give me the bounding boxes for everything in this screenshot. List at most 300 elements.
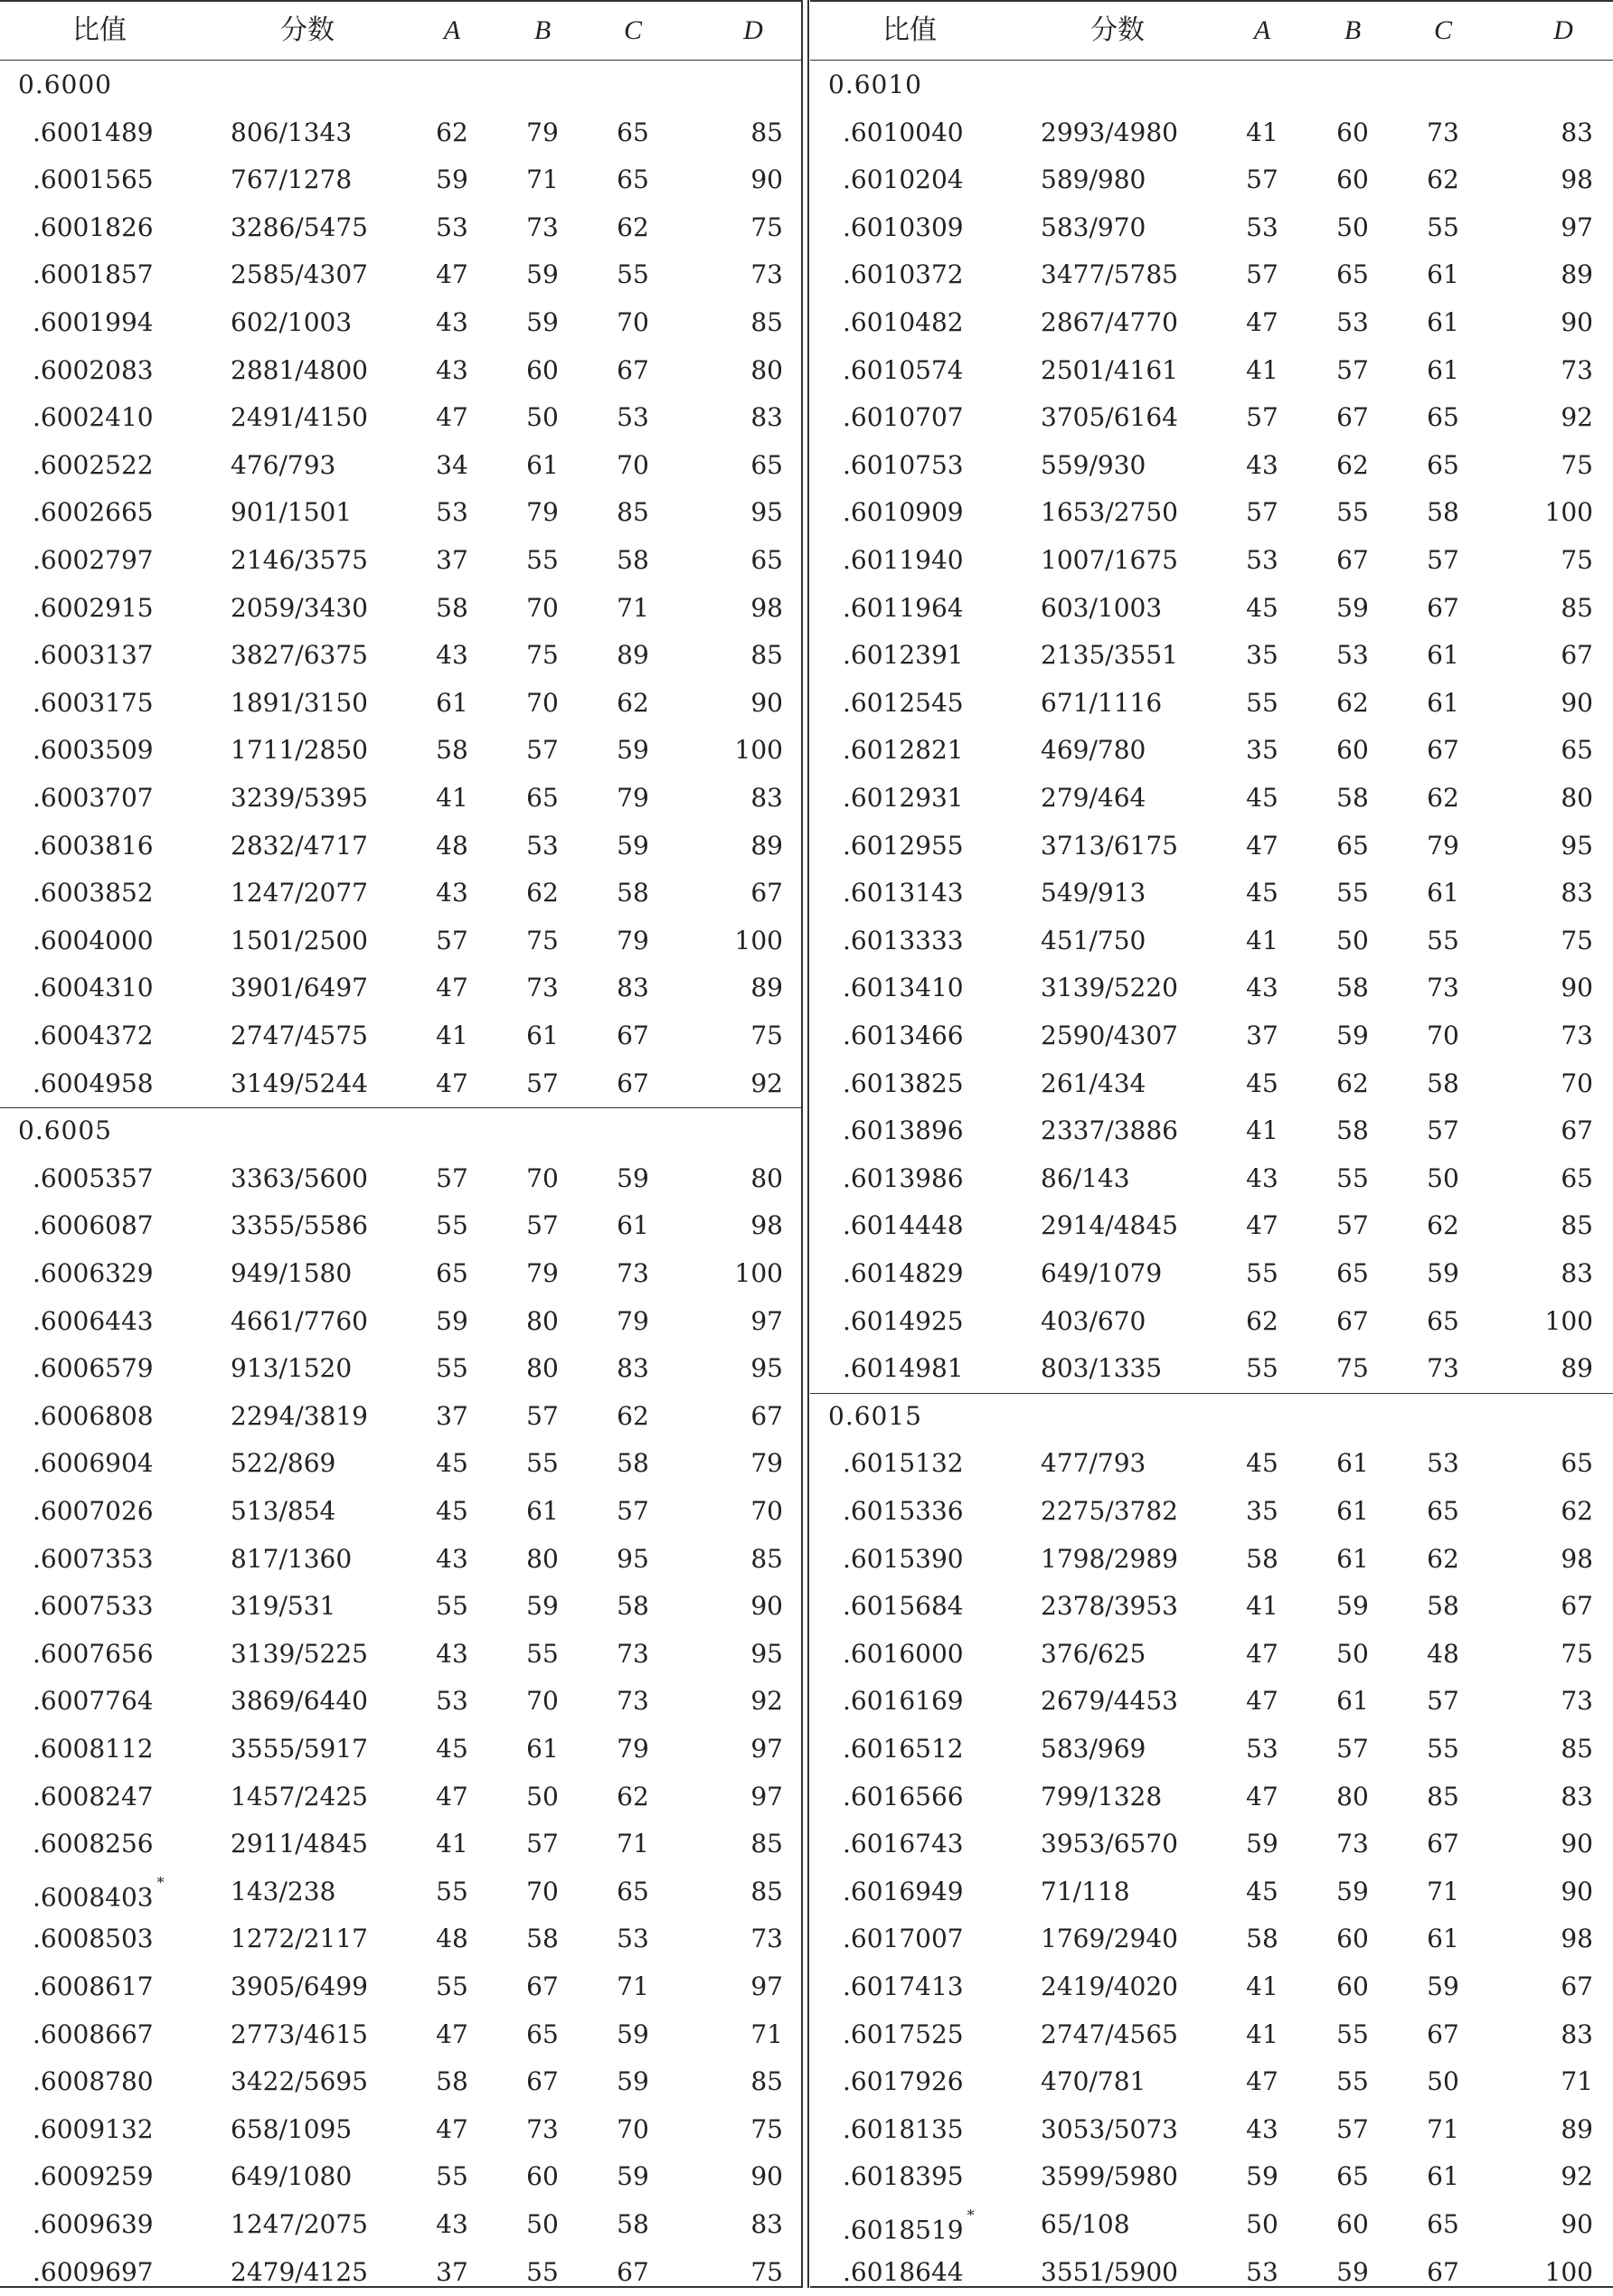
value-d-cell: 90 — [750, 165, 783, 195]
ratio-cell — [33, 251, 213, 299]
ratio-value: .6013333 — [843, 925, 964, 955]
value-d-cell: 67 — [1561, 1971, 1593, 2001]
fraction-cell: 767/1278 — [231, 165, 353, 195]
value-d-cell: 73 — [1561, 354, 1593, 385]
value-a-cell: 47 — [1246, 1781, 1278, 1811]
value-b-cell: 61 — [526, 1496, 559, 1526]
ratio-value: .6018135 — [843, 2113, 964, 2144]
value-b-cell: 70 — [526, 1686, 559, 1717]
value-a-cell: 37 — [436, 545, 468, 575]
value-c-cell: 48 — [1427, 1638, 1459, 1669]
value-c-cell: 67 — [1427, 2018, 1459, 2049]
value-a-cell: 55 — [436, 1353, 468, 1384]
value-c-cell: 95 — [617, 1543, 649, 1574]
value-d-cell: 83 — [750, 402, 783, 433]
fraction-cell: 2275/3782 — [1041, 1496, 1178, 1526]
table-row — [0, 537, 801, 585]
ratio-value: .6001857 — [33, 259, 154, 290]
ratio-value: .6001994 — [33, 307, 154, 337]
ratio-value: .6003509 — [33, 735, 154, 766]
ratio-value: .6003175 — [33, 687, 154, 718]
table-row — [810, 1107, 1613, 1155]
ratio-cell — [33, 680, 213, 728]
value-c-cell: 73 — [1427, 973, 1459, 1003]
value-c-cell: 73 — [1427, 1353, 1459, 1384]
group-label: 0.6010 — [828, 70, 922, 99]
value-b-cell: 79 — [526, 117, 559, 147]
value-a-cell: 53 — [436, 212, 468, 242]
ratio-cell — [33, 1488, 213, 1536]
value-b-cell: 58 — [1336, 1115, 1369, 1146]
value-a-cell: 41 — [1246, 354, 1278, 385]
ratio-value: .6006808 — [33, 1400, 154, 1431]
value-b-cell: 65 — [526, 2018, 559, 2049]
table-row — [0, 1060, 801, 1108]
value-d-cell: 62 — [1561, 1496, 1593, 1526]
table-row — [810, 727, 1613, 775]
value-c-cell: 70 — [617, 449, 649, 480]
ratio-value: .6007764 — [33, 1686, 154, 1717]
value-c-cell: 55 — [1427, 212, 1459, 242]
value-a-cell: 50 — [1246, 2209, 1278, 2239]
table-row — [810, 1250, 1613, 1298]
value-b-cell: 67 — [1336, 1305, 1369, 1336]
ratio-value: .6008780 — [33, 2066, 154, 2097]
value-d-cell: 75 — [750, 212, 783, 242]
value-a-cell: 45 — [1246, 1068, 1278, 1098]
value-c-cell: 61 — [1427, 1924, 1459, 1954]
value-b-cell: 70 — [526, 687, 559, 718]
column-divider — [807, 0, 809, 2288]
ratio-value: .6002915 — [33, 592, 154, 623]
value-b-cell: 53 — [526, 830, 559, 861]
value-c-cell: 59 — [617, 2066, 649, 2097]
value-d-cell: 75 — [1561, 1638, 1593, 1669]
ratio-cell — [843, 1155, 1023, 1203]
ratio-value: .6011964 — [843, 592, 964, 623]
value-c-cell: 53 — [617, 1924, 649, 1954]
value-b-cell: 55 — [1336, 497, 1369, 528]
ratio-value: .6009132 — [33, 2113, 154, 2144]
value-b-cell: 57 — [526, 735, 559, 766]
table-row — [0, 1393, 801, 1441]
value-b-cell: 75 — [526, 640, 559, 671]
ratio-value: .6015132 — [843, 1448, 964, 1479]
value-d-cell: 95 — [750, 1353, 783, 1384]
value-c-cell: 67 — [617, 1068, 649, 1098]
ratio-cell — [843, 394, 1023, 442]
ratio-cell — [33, 109, 213, 157]
value-d-cell: 85 — [750, 640, 783, 671]
value-a-cell: 47 — [1246, 1210, 1278, 1241]
value-b-cell: 73 — [526, 212, 559, 242]
value-b-cell: 73 — [1336, 1829, 1369, 1859]
value-b-cell: 55 — [1336, 878, 1369, 908]
value-c-cell: 57 — [1427, 545, 1459, 575]
ratio-cell — [843, 823, 1023, 870]
table-row — [0, 917, 801, 965]
ratio-cell — [843, 2153, 1023, 2201]
value-b-cell: 57 — [1336, 2113, 1369, 2144]
value-c-cell: 62 — [617, 1400, 649, 1431]
ratio-cell — [33, 1583, 213, 1631]
value-c-cell: 73 — [617, 1638, 649, 1669]
value-d-cell: 92 — [750, 1068, 783, 1098]
header-ratio: 比值 — [882, 14, 937, 46]
ratio-value: .6010574 — [843, 354, 964, 385]
fraction-cell: 1769/2940 — [1041, 1924, 1178, 1954]
value-c-cell: 58 — [617, 1591, 649, 1622]
fraction-cell: 649/1079 — [1041, 1258, 1163, 1288]
table-row — [810, 1440, 1613, 1488]
value-c-cell: 61 — [617, 1210, 649, 1241]
value-b-cell: 75 — [1336, 1353, 1369, 1384]
value-c-cell: 67 — [617, 354, 649, 385]
value-b-cell: 55 — [526, 1638, 559, 1669]
fraction-cell: 2773/4615 — [231, 2018, 368, 2049]
value-c-cell: 58 — [617, 545, 649, 575]
table-row — [0, 1915, 801, 1963]
ratio-cell — [33, 1963, 213, 2011]
value-a-cell: 41 — [1246, 117, 1278, 147]
value-b-cell: 61 — [1336, 1686, 1369, 1717]
value-b-cell: 58 — [526, 1924, 559, 1954]
value-c-cell: 67 — [1427, 592, 1459, 623]
ratio-value: .6004000 — [33, 925, 154, 955]
ratio-value: .6013143 — [843, 878, 964, 908]
value-a-cell: 53 — [1246, 212, 1278, 242]
fraction-cell: 2590/4307 — [1041, 1021, 1178, 1050]
table-row — [810, 823, 1613, 870]
value-c-cell: 65 — [1427, 402, 1459, 433]
fraction-cell: 671/1116 — [1041, 687, 1163, 718]
value-a-cell: 43 — [436, 354, 468, 385]
table-row — [810, 299, 1613, 347]
value-d-cell: 92 — [1561, 402, 1593, 433]
value-a-cell: 43 — [1246, 2113, 1278, 2144]
fraction-cell: 3713/6175 — [1041, 830, 1178, 861]
value-c-cell: 83 — [617, 973, 649, 1003]
ratio-cell — [843, 537, 1023, 585]
value-a-cell: 58 — [436, 592, 468, 623]
ratio-cell — [843, 965, 1023, 1012]
value-d-cell: 71 — [1561, 2066, 1593, 2097]
fraction-cell: 376/625 — [1041, 1638, 1146, 1669]
value-b-cell: 70 — [526, 1162, 559, 1193]
value-c-cell: 73 — [1427, 117, 1459, 147]
value-d-cell: 97 — [750, 1971, 783, 2001]
ratio-value: .6008247 — [33, 1781, 154, 1811]
ratio-value: .6003816 — [33, 830, 154, 861]
table-row — [0, 1583, 801, 1631]
value-c-cell: 89 — [617, 640, 649, 671]
fraction-cell: 469/780 — [1041, 735, 1146, 766]
ratio-cell — [843, 1060, 1023, 1108]
value-c-cell: 61 — [1427, 354, 1459, 385]
table-row — [0, 1631, 801, 1679]
value-c-cell: 65 — [617, 1876, 649, 1906]
value-c-cell: 59 — [617, 2161, 649, 2192]
value-b-cell: 59 — [1336, 1021, 1369, 1050]
value-d-cell: 83 — [1561, 2018, 1593, 2049]
fraction-cell: 1007/1675 — [1041, 545, 1178, 575]
ratio-cell — [843, 299, 1023, 347]
group-label: 0.6005 — [18, 1115, 112, 1146]
ratio-cell — [843, 1726, 1023, 1774]
ratio-value: .6010909 — [843, 497, 964, 528]
table-row — [0, 1678, 801, 1726]
value-b-cell: 70 — [526, 1876, 559, 1906]
ratio-cell — [33, 1440, 213, 1488]
table-row — [810, 680, 1613, 728]
value-d-cell: 95 — [750, 497, 783, 528]
value-b-cell: 60 — [1336, 117, 1369, 147]
ratio-cell — [33, 585, 213, 633]
value-d-cell: 89 — [1561, 1353, 1593, 1384]
fraction-cell: 1247/2077 — [231, 878, 368, 908]
value-d-cell: 85 — [1561, 592, 1593, 623]
ratio-cell — [33, 1868, 213, 1916]
ratio-cell — [843, 775, 1023, 823]
table-row — [0, 2153, 801, 2201]
ratio-value: .6017413 — [843, 1971, 964, 2001]
table-row — [810, 1631, 1613, 1679]
fraction-cell: 649/1080 — [231, 2161, 353, 2192]
fraction-cell: 602/1003 — [231, 307, 353, 337]
fraction-cell: 3551/5900 — [1041, 2256, 1178, 2287]
ratio-cell — [33, 1345, 213, 1393]
value-d-cell: 73 — [1561, 1686, 1593, 1717]
value-b-cell: 60 — [526, 2161, 559, 2192]
ratio-cell — [33, 489, 213, 537]
value-d-cell: 98 — [750, 1210, 783, 1241]
fraction-cell: 2881/4800 — [231, 354, 368, 385]
table-row — [810, 156, 1613, 204]
value-c-cell: 58 — [617, 878, 649, 908]
footnote-marker: * — [156, 1873, 165, 1891]
header-fraction: 分数 — [280, 14, 335, 46]
fraction-cell: 559/930 — [1041, 449, 1146, 480]
table-row — [0, 1155, 801, 1203]
group-label: 0.6015 — [828, 1400, 922, 1431]
table-row — [0, 870, 801, 917]
ratio-cell — [33, 1536, 213, 1584]
value-d-cell: 89 — [1561, 2113, 1593, 2144]
value-d-cell: 85 — [750, 1876, 783, 1906]
value-c-cell: 58 — [1427, 1068, 1459, 1098]
value-d-cell: 95 — [1561, 830, 1593, 861]
value-c-cell: 61 — [1427, 640, 1459, 671]
fraction-cell: 658/1095 — [231, 2113, 353, 2144]
ratio-cell — [33, 823, 213, 870]
table-row — [810, 1678, 1613, 1726]
value-a-cell: 59 — [1246, 1829, 1278, 1859]
value-b-cell: 55 — [526, 1448, 559, 1479]
ratio-value: .6003137 — [33, 640, 154, 671]
ratio-cell — [33, 2249, 213, 2296]
value-b-cell: 60 — [1336, 1924, 1369, 1954]
value-d-cell: 100 — [734, 925, 783, 955]
ratio-cell — [843, 585, 1023, 633]
value-c-cell: 62 — [617, 1781, 649, 1811]
value-b-cell: 62 — [1336, 687, 1369, 718]
value-a-cell: 47 — [1246, 307, 1278, 337]
ratio-value: .6003707 — [33, 783, 154, 813]
top-rule — [810, 0, 1613, 2]
fraction-cell: 1891/3150 — [231, 687, 368, 718]
value-a-cell: 48 — [436, 1924, 468, 1954]
value-a-cell: 57 — [1246, 259, 1278, 290]
value-d-cell: 97 — [750, 1734, 783, 1764]
ratio-value: .6010753 — [843, 449, 964, 480]
value-a-cell: 45 — [1246, 783, 1278, 813]
ratio-value: .6009697 — [33, 2256, 154, 2287]
ratio-value: .6016000 — [843, 1638, 964, 1669]
value-a-cell: 55 — [436, 2161, 468, 2192]
ratio-cell — [33, 1012, 213, 1060]
ratio-cell — [843, 2201, 1023, 2249]
fraction-cell: 549/913 — [1041, 878, 1146, 908]
fraction-cell: 3139/5225 — [231, 1638, 368, 1669]
value-c-cell: 57 — [1427, 1686, 1459, 1717]
ratio-value: .6011940 — [843, 545, 964, 575]
fraction-cell: 3149/5244 — [231, 1068, 368, 1098]
ratio-value: .6017007 — [843, 1924, 964, 1954]
value-b-cell: 65 — [1336, 2161, 1369, 2192]
value-c-cell: 59 — [617, 2018, 649, 2049]
value-b-cell: 61 — [1336, 1543, 1369, 1574]
value-a-cell: 47 — [436, 259, 468, 290]
value-a-cell: 45 — [436, 1496, 468, 1526]
value-a-cell: 35 — [1246, 640, 1278, 671]
fraction-cell: 817/1360 — [231, 1543, 353, 1574]
value-c-cell: 62 — [1427, 1543, 1459, 1574]
value-d-cell: 95 — [750, 1638, 783, 1669]
value-d-cell: 85 — [1561, 1210, 1593, 1241]
value-a-cell: 58 — [436, 2066, 468, 2097]
value-a-cell: 41 — [1246, 1115, 1278, 1146]
value-c-cell: 67 — [1427, 2256, 1459, 2287]
value-a-cell: 35 — [1246, 1496, 1278, 1526]
value-a-cell: 55 — [1246, 1353, 1278, 1384]
value-b-cell: 59 — [526, 259, 559, 290]
ratio-cell — [33, 632, 213, 680]
value-d-cell: 65 — [1561, 735, 1593, 766]
header-c: C — [1433, 15, 1452, 45]
header-row — [810, 7, 1613, 55]
fraction-cell: 2059/3430 — [231, 592, 368, 623]
fraction-cell: 279/464 — [1041, 783, 1146, 813]
value-b-cell: 62 — [526, 878, 559, 908]
ratio-cell — [843, 1678, 1023, 1726]
ratio-value: .6008503 — [33, 1924, 154, 1954]
value-b-cell: 57 — [1336, 354, 1369, 385]
fraction-cell: 261/434 — [1041, 1068, 1146, 1098]
value-b-cell: 55 — [1336, 2018, 1369, 2049]
fraction-cell: 3363/5600 — [231, 1162, 368, 1193]
ratio-value: .6010707 — [843, 402, 964, 433]
ratio-cell — [843, 1536, 1023, 1584]
ratio-cell — [33, 2201, 213, 2249]
value-c-cell: 71 — [1427, 1876, 1459, 1906]
fraction-cell: 3355/5586 — [231, 1210, 368, 1241]
table-row — [0, 1440, 801, 1488]
ratio-value: .6010372 — [843, 259, 964, 290]
value-d-cell: 90 — [1561, 1829, 1593, 1859]
value-b-cell: 80 — [1336, 1781, 1369, 1811]
value-b-cell: 62 — [1336, 449, 1369, 480]
table-row — [810, 2153, 1613, 2201]
ratio-cell — [33, 1202, 213, 1250]
table-row — [810, 347, 1613, 395]
fraction-cell: 2135/3551 — [1041, 640, 1178, 671]
value-d-cell: 98 — [750, 592, 783, 623]
ratio-value: .6010309 — [843, 212, 964, 242]
ratio-cell — [33, 2153, 213, 2201]
ratio-cell — [33, 204, 213, 252]
value-c-cell: 62 — [1427, 165, 1459, 195]
table-row — [810, 1298, 1613, 1346]
value-d-cell: 97 — [750, 1781, 783, 1811]
fraction-cell: 803/1335 — [1041, 1353, 1163, 1384]
value-d-cell: 90 — [1561, 307, 1593, 337]
value-b-cell: 65 — [1336, 259, 1369, 290]
table-row — [0, 2058, 801, 2106]
table-row — [0, 727, 801, 775]
header-ratio: 比值 — [72, 14, 127, 46]
ratio-value: .6002665 — [33, 497, 154, 528]
fraction-cell: 2911/4845 — [231, 1829, 368, 1859]
value-a-cell: 41 — [1246, 1971, 1278, 2001]
table-row — [0, 442, 801, 490]
value-b-cell: 62 — [1336, 1068, 1369, 1098]
value-d-cell: 83 — [750, 2209, 783, 2239]
value-d-cell: 75 — [750, 2256, 783, 2287]
value-c-cell: 53 — [617, 402, 649, 433]
ratio-value: .6015336 — [843, 1496, 964, 1526]
header-fraction: 分数 — [1090, 14, 1145, 46]
table-row — [810, 1963, 1613, 2011]
ratio-cell — [33, 156, 213, 204]
fraction-cell: 806/1343 — [231, 117, 353, 147]
fraction-cell: 3422/5695 — [231, 2066, 368, 2097]
fraction-cell: 1501/2500 — [231, 925, 368, 955]
value-c-cell: 67 — [617, 2256, 649, 2287]
value-a-cell: 35 — [1246, 735, 1278, 766]
ratio-cell — [33, 347, 213, 395]
value-d-cell: 85 — [750, 1829, 783, 1859]
ratio-value: .6016566 — [843, 1781, 964, 1811]
table-row — [810, 394, 1613, 442]
value-a-cell: 62 — [436, 117, 468, 147]
fraction-cell: 3053/5073 — [1041, 2113, 1178, 2144]
value-d-cell: 67 — [1561, 1591, 1593, 1622]
value-b-cell: 57 — [1336, 1734, 1369, 1764]
value-b-cell: 67 — [1336, 545, 1369, 575]
value-a-cell: 45 — [1246, 592, 1278, 623]
value-b-cell: 60 — [1336, 165, 1369, 195]
value-b-cell: 80 — [526, 1543, 559, 1574]
value-d-cell: 89 — [750, 830, 783, 861]
fraction-cell: 3827/6375 — [231, 640, 368, 671]
value-d-cell: 90 — [1561, 687, 1593, 718]
value-a-cell: 45 — [1246, 1448, 1278, 1479]
ratio-value: .6007353 — [33, 1543, 154, 1574]
fraction-cell: 949/1580 — [231, 1258, 353, 1288]
value-b-cell: 50 — [526, 402, 559, 433]
value-a-cell: 43 — [436, 1638, 468, 1669]
fraction-cell: 2501/4161 — [1041, 354, 1178, 385]
